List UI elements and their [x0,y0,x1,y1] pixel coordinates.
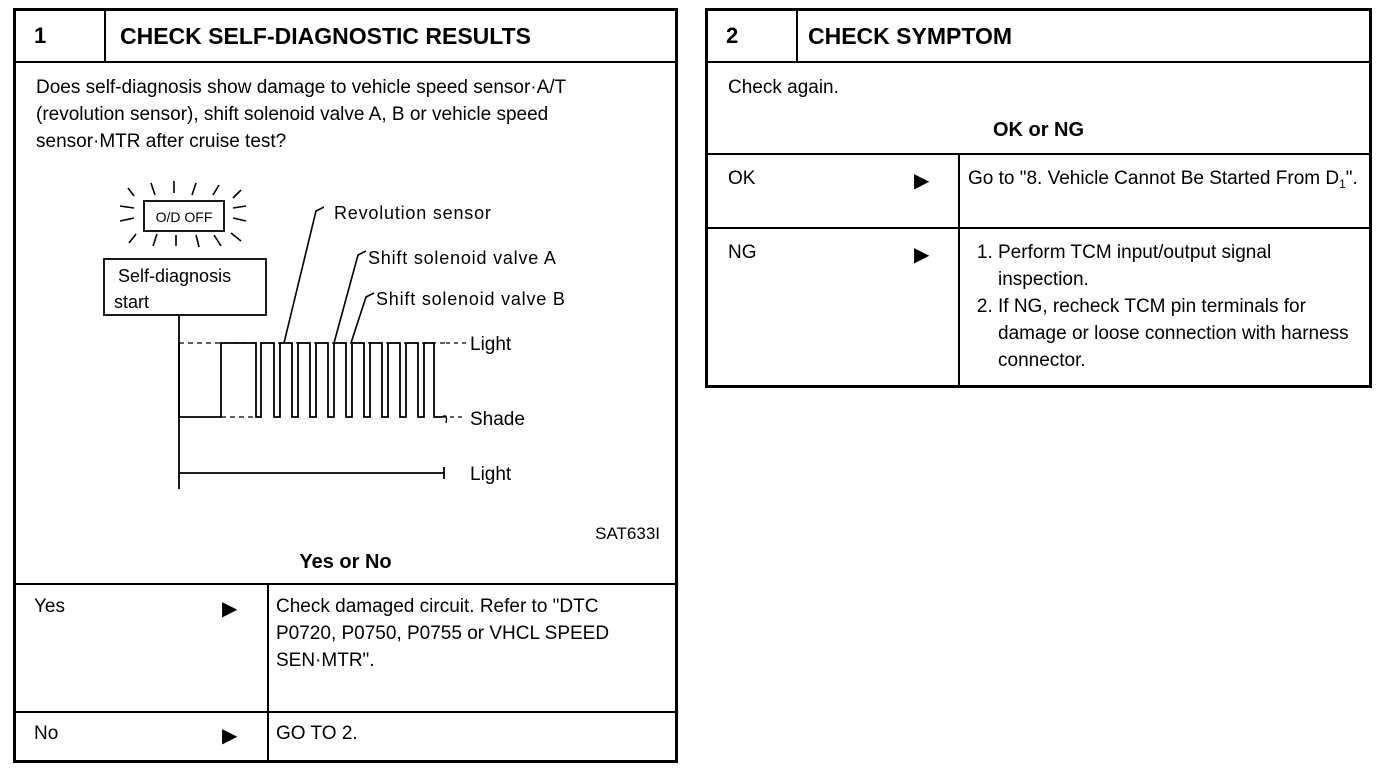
arrow-right-icon: ▶ [222,598,238,620]
arrow-right-icon: ▶ [222,725,238,747]
step2-header [708,11,1369,63]
step1-panel [13,8,678,763]
step2-instruction: Check again. [728,77,839,98]
step2-answer-ok: OK [728,168,756,189]
start-label-line1: Self-diagnosis [118,266,232,286]
step2-action-ok: Go to "8. Vehicle Cannot Be Started From $D_1$". [968,168,1358,191]
ng-step-1: 1. Perform TCM input/output signal inspection. [998,239,1353,293]
step2-prompt: OK or NG [992,119,1085,141]
step2-number: 2 [708,11,798,61]
od-off-lamp-label: O/D OFF [155,209,213,225]
level-shade-label: Shade [470,409,525,430]
step1-answer-no: No [34,723,59,744]
step1-prompt: Yes or No [299,551,392,573]
step1-action-yes: Check damaged circuit. Refer to "DTC P0720, P0750, P0755 or VHCL SPEED SEN·MTR". [276,596,610,671]
step1-answer-yes: Yes [34,596,65,617]
step1-action-no: GO TO 2. [276,723,358,744]
self-diagnosis-timing-figure [16,171,675,551]
step1-question: Does self-diagnosis show damage to vehicle speed sensor·A/T (revolution sensor), shift solenoid valve A, B or vehicle speed sensor·MTR after cruise test? [36,77,566,152]
step2-action-ng [968,239,1353,374]
level-light-label: Light [470,334,512,355]
step2-answer-ng: NG [728,242,757,263]
figure-id: SAT633I [595,524,660,543]
arrow-right-icon: ▶ [914,244,930,266]
start-label-line2: start [114,292,150,312]
ng-step-2: 2. If NG, recheck TCM pin terminals for damage or loose connection with harness connector. [998,293,1353,374]
step1-header [16,11,675,63]
callout-revolution-sensor: Revolution sensor [334,203,492,223]
step1-number: 1 [16,11,106,61]
callout-shift-solenoid-b: Shift solenoid valve B [376,289,566,309]
level-light-bottom-label: Light [470,464,512,485]
callout-shift-solenoid-a: Shift solenoid valve A [368,248,557,268]
step2-title: CHECK SYMPTOM [808,23,1013,49]
step2-panel [705,8,1372,388]
lamp-signal-waveform [179,343,442,417]
step1-title: CHECK SELF-DIAGNOSTIC RESULTS [120,23,532,49]
arrow-right-icon: ▶ [914,170,930,192]
